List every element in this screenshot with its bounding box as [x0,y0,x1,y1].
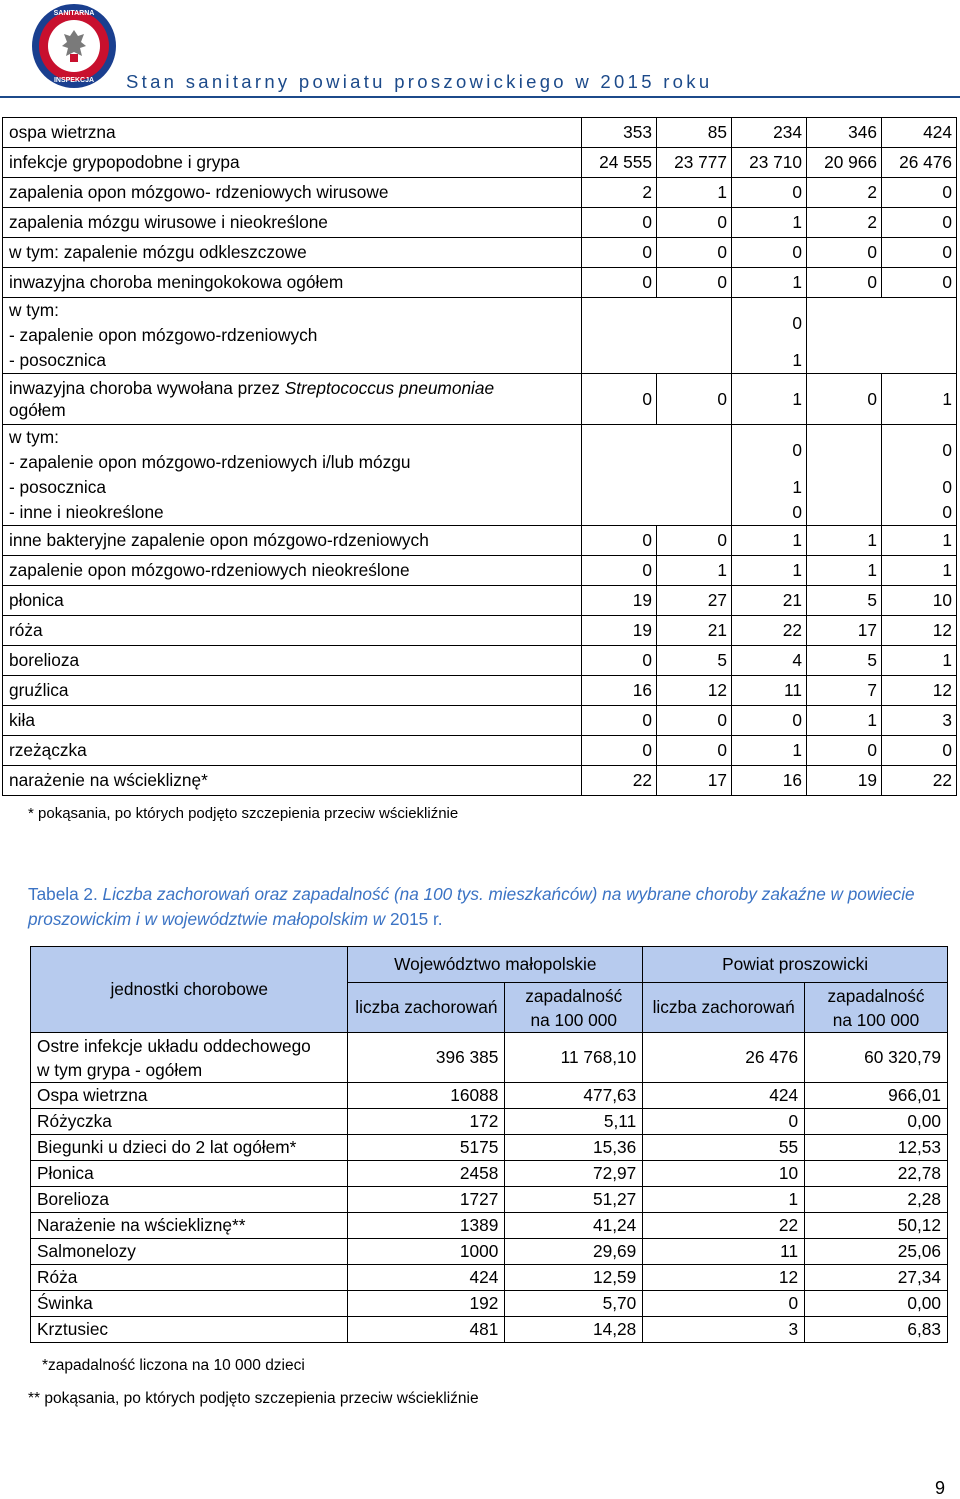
strepto-value: 1 [882,374,957,425]
table-cell: 60 320,79 [805,1033,948,1083]
table-cell: 424 [882,118,957,148]
table-cell: 12 [882,676,957,706]
table-row [3,178,957,208]
table-cell: 10 [643,1161,805,1187]
table-cell: 5 [657,646,732,676]
table-cell: 23 710 [732,148,807,178]
table-cell: 424 [643,1083,805,1109]
strepto-line2: - posocznica [3,475,582,500]
table-row-label: Ostre infekcje układu oddechowego w tym grypa - ogółem [31,1033,348,1083]
table-cell: 0 [582,208,657,238]
table-cell: 1 [657,178,732,208]
header-incidence-county: zapadalność na 100 000 [805,983,948,1033]
table-row [31,1083,948,1109]
table-row-label: Narażenie na wściekliznę** [31,1213,348,1239]
table-cell: 1000 [348,1239,505,1265]
table-cell: 2 [582,178,657,208]
table-cell: 353 [582,118,657,148]
table-cell: 41,24 [505,1213,643,1239]
table-cell: 22 [643,1213,805,1239]
table-row [3,238,957,268]
table-cell: 0 [882,208,957,238]
table-cell: 0 [657,238,732,268]
table-row [31,1265,948,1291]
table-cell: 10 [882,586,957,616]
table-row [31,1317,948,1343]
table-cell: 0 [882,736,957,766]
table-cell: 1 [732,268,807,298]
strepto-line2-value: 0 [882,475,957,500]
table-cell: 19 [582,616,657,646]
table-row [3,208,957,238]
table-row-label: zapalenia mózgu wirusowe i nieokreślone [3,208,582,238]
table-cell: 29,69 [505,1239,643,1265]
table-row [31,1109,948,1135]
table-row [31,1161,948,1187]
meningo-line1: - zapalenie opon mózgowo-rdzeniowych [3,323,582,348]
table-cell: 12,59 [505,1265,643,1291]
strepto-line2-value: 1 [732,475,807,500]
disease-table-2 [30,946,948,1343]
table-cell: 1 [732,208,807,238]
table-cell: 1 [643,1187,805,1213]
strepto-line1-value: 0 [732,425,807,476]
table-row-label: inne bakteryjne zapalenie opon mózgowo-rdzeniowych [3,526,582,556]
table-cell: 19 [807,766,882,796]
table-cell: 0,00 [805,1291,948,1317]
table-row-label: Borelioza [31,1187,348,1213]
table-cell: 21 [732,586,807,616]
table-cell: 1 [732,556,807,586]
table-cell: 1 [807,526,882,556]
table-cell: 0 [582,706,657,736]
header-incidence-voiv: zapadalność na 100 000 [505,983,643,1033]
table-row-label: infekcje grypopodobne i grypa [3,148,582,178]
table-cell: 424 [348,1265,505,1291]
table1-footnote: * pokąsania, po których podjęto szczepienia przeciw wściekliźnie [28,805,459,822]
table-cell: 24 555 [582,148,657,178]
table-cell: 22 [732,616,807,646]
table-cell: 0 [657,268,732,298]
header-malopolskie: Województwo małopolskie [348,947,643,983]
table-cell: 27,34 [805,1265,948,1291]
header-cases-voiv: liczba zachorowań [348,983,505,1033]
table-row-label: róża [3,616,582,646]
table-row-label: Krztusiec [31,1317,348,1343]
table-cell: 19 [582,586,657,616]
table-cell: 0 [732,178,807,208]
header-cases-county: liczba zachorowań [643,983,805,1033]
table-cell: 1727 [348,1187,505,1213]
table-row-label: borelioza [3,646,582,676]
table-cell: 7 [807,676,882,706]
table-row-label: Biegunki u dzieci do 2 lat ogółem* [31,1135,348,1161]
table-cell: 0 [643,1291,805,1317]
table-cell: 0 [582,556,657,586]
sanitary-inspection-logo [30,2,118,90]
table-row [3,268,957,298]
table-row-label: Płonica [31,1161,348,1187]
table-cell: 1 [882,526,957,556]
strepto-value: 1 [732,374,807,425]
table-cell: 26 476 [643,1033,805,1083]
table-row [3,676,957,706]
table-row-label: w tym: zapalenie mózgu odkleszczowe [3,238,582,268]
table-cell: 27 [657,586,732,616]
table2-footnote-2: ** pokąsania, po których podjęto szczepienia przeciw wściekliźnie [28,1390,479,1407]
strepto-line1: - zapalenie opon mózgowo-rdzeniowych i/lub mózgu [3,450,582,475]
table-row-label: Róża [31,1265,348,1291]
table-cell: 16088 [348,1083,505,1109]
table-row [3,646,957,676]
table-cell: 51,27 [505,1187,643,1213]
header-divider [0,96,960,98]
table-cell: 11 [643,1239,805,1265]
table-cell: 0 [657,736,732,766]
table-cell: 1 [807,556,882,586]
table-cell: 3 [882,706,957,736]
table-cell: 5,11 [505,1109,643,1135]
table-cell: 0 [882,178,957,208]
table-row-label: zapalenie opon mózgowo-rdzeniowych nieokreślone [3,556,582,586]
table-cell: 22,78 [805,1161,948,1187]
svg-text:SANITARNA: SANITARNA [53,10,95,17]
table-cell: 3 [643,1317,805,1343]
table-cell: 2 [807,208,882,238]
table-cell: 1389 [348,1213,505,1239]
table-row-label: narażenie na wściekliznę* [3,766,582,796]
table-cell: 1 [732,526,807,556]
header-proszowicki: Powiat proszowicki [643,947,948,983]
table-cell: 0 [643,1109,805,1135]
col-disease-header: jednostki chorobowe [31,947,348,1033]
table-cell: 0 [732,706,807,736]
table-cell: 1 [882,646,957,676]
table-cell: 12 [643,1265,805,1291]
table-cell: 11 768,10 [505,1033,643,1083]
table-cell: 21 [657,616,732,646]
table-cell: 0 [582,268,657,298]
table-cell: 1 [807,706,882,736]
table-cell: 50,12 [805,1213,948,1239]
table-row [31,1239,948,1265]
table-cell: 25,06 [805,1239,948,1265]
strepto-value: 0 [657,374,732,425]
table-cell: 0 [582,238,657,268]
table-row-label: gruźlica [3,676,582,706]
table-row-label: kiła [3,706,582,736]
table-cell: 17 [807,616,882,646]
svg-text:INSPEKCJA: INSPEKCJA [53,77,95,84]
strepto-value: 0 [582,374,657,425]
table-cell: 966,01 [805,1083,948,1109]
table-cell: 16 [732,766,807,796]
table-row-label: ospa wietrzna [3,118,582,148]
disease-table-1 [2,117,957,796]
table-cell: 1 [882,556,957,586]
table-row [3,616,957,646]
table-cell: 22 [882,766,957,796]
page-header-title: Stan sanitarny powiatu proszowickiego w 2015 roku [126,71,713,92]
table-cell: 17 [657,766,732,796]
table-cell: 0 [657,526,732,556]
table-cell: 0 [582,736,657,766]
table-cell: 55 [643,1135,805,1161]
table-row-label: Świnka [31,1291,348,1317]
table2-footnote-1: *zapadalność liczona na 10 000 dzieci [42,1357,305,1374]
table-cell: 16 [582,676,657,706]
meningo-wtym: w tym: [9,300,59,320]
table-cell: 72,97 [505,1161,643,1187]
table-cell: 5,70 [505,1291,643,1317]
table-cell: 192 [348,1291,505,1317]
table-row [3,148,957,178]
table-row [31,1187,948,1213]
table-cell: 0 [732,238,807,268]
table-cell: 0 [882,268,957,298]
table-cell: 11 [732,676,807,706]
table-row [31,1135,948,1161]
table-cell: 346 [807,118,882,148]
table-row [3,586,957,616]
table-cell: 12,53 [805,1135,948,1161]
page-number: 9 [935,1478,946,1498]
table-cell: 4 [732,646,807,676]
table-row-label: Salmonelozy [31,1239,348,1265]
table-row-label: inwazyjna choroba meningokokowa ogółem [3,268,582,298]
table-cell: 2458 [348,1161,505,1187]
table-cell: 0 [882,238,957,268]
table-row [3,706,957,736]
table-cell: 396 385 [348,1033,505,1083]
table-cell: 5 [807,586,882,616]
table2-caption: Tabela 2. Liczba zachorowań oraz zapadalność (na 100 tys. mieszkańców) na wybrane choroby zakaźne w powiecie proszowickim i w województwie małopolskim w 2015 r. [28,884,915,929]
table-cell: 15,36 [505,1135,643,1161]
table-row-label: płonica [3,586,582,616]
table-cell: 20 966 [807,148,882,178]
table-row-label: zapalenia opon mózgowo- rdzeniowych wirusowe [3,178,582,208]
table-cell: 2 [807,178,882,208]
strepto-line3-value: 0 [732,500,807,526]
table-cell: 22 [582,766,657,796]
table-cell: 234 [732,118,807,148]
strepto-value: 0 [807,374,882,425]
table-row-label: Różyczka [31,1109,348,1135]
meningo-line2-value: 1 [732,348,807,374]
table-cell: 85 [657,118,732,148]
meningo-line2: - posocznica [3,348,582,374]
meningo-line1-value: 0 [732,298,807,349]
table-row-label: Ospa wietrzna [31,1083,348,1109]
table-cell: 2,28 [805,1187,948,1213]
table-cell: 0 [582,526,657,556]
table-cell: 5 [807,646,882,676]
table-cell: 23 777 [657,148,732,178]
table-cell: 14,28 [505,1317,643,1343]
table-cell: 1 [657,556,732,586]
strepto-wtym: w tym: [3,425,582,451]
table-row-label: rzeżączka [3,736,582,766]
table-cell: 477,63 [505,1083,643,1109]
table-cell: 6,83 [805,1317,948,1343]
table-cell: 26 476 [882,148,957,178]
table-cell: 5175 [348,1135,505,1161]
table-cell: 481 [348,1317,505,1343]
table-row [3,526,957,556]
strepto-line3: - inne i nieokreślone [3,500,582,526]
table-row [3,556,957,586]
table-row [31,1213,948,1239]
table-row [3,118,957,148]
table-cell: 12 [882,616,957,646]
table-row [3,736,957,766]
table-cell: 0 [657,208,732,238]
table-cell: 12 [657,676,732,706]
table-row [3,766,957,796]
table-cell: 0 [807,268,882,298]
table-cell: 0 [807,736,882,766]
table-cell: 0 [657,706,732,736]
table-cell: 0 [582,646,657,676]
table-cell: 0 [807,238,882,268]
table-cell: 0,00 [805,1109,948,1135]
table-cell: 1 [732,736,807,766]
strepto-line1-value: 0 [882,425,957,476]
table-cell: 172 [348,1109,505,1135]
strepto-label: inwazyjna choroba wywołana przez Streptococcus pneumoniae ogółem [3,374,582,425]
table-row [31,1291,948,1317]
strepto-line3-value: 0 [882,500,957,526]
